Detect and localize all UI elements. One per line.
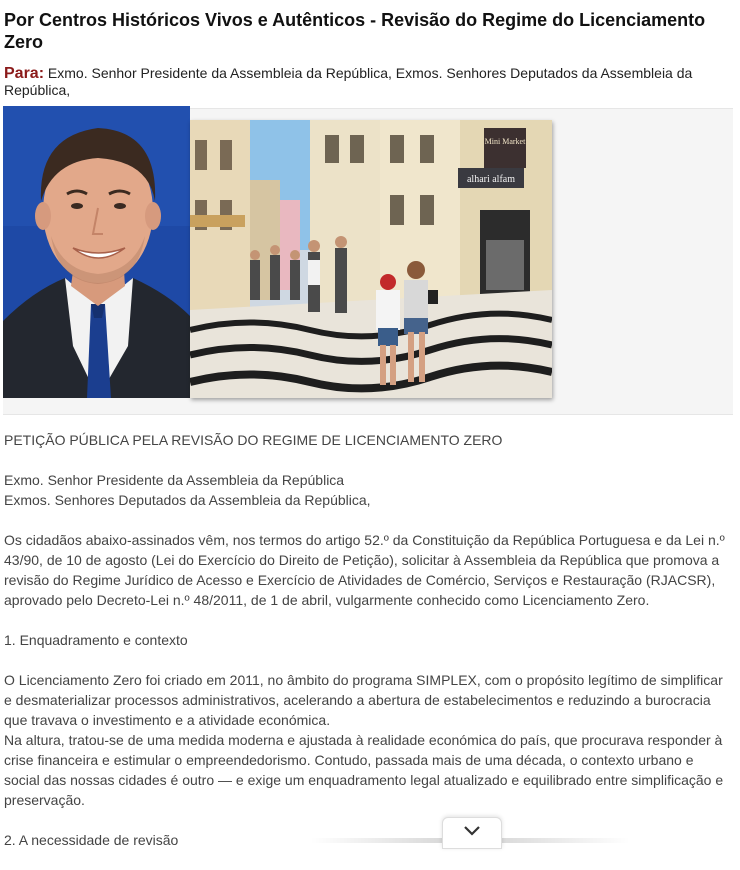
recipients-text: Exmo. Senhor Presidente da Assembleia da República, Exmos. Senhores Deputados da Assembleia da República, bbox=[4, 65, 693, 98]
recipients bbox=[4, 65, 728, 99]
salutation-line-2: Exmos. Senhores Deputados da Assembleia da República, bbox=[4, 492, 371, 508]
street-photo bbox=[190, 120, 552, 398]
intro-paragraph: Os cidadãos abaixo-assinados vêm, nos termos do artigo 52.º da Constituição da República Portuguesa e da Lei n.º 43/90, de 10 de agosto (Lei do Exercício do Direito de Petição), solicitar à Assembleia da República que promova a revisão do Regime Jurídico de Acesso e Exercício de Atividades de Comércio, Serviços e Restauração (RJACSR), aprovado pelo Decreto-Lei n.º 48/2011, de 1 de abril, vulgarmente conhecido como Licenciamento Zero. bbox=[4, 532, 725, 608]
petition-title: Por Centros Históricos Vivos e Autênticos - Revisão do Regime do Licenciamento Zero bbox=[4, 10, 706, 52]
section-1-para-b: Na altura, tratou-se de uma medida moderna e ajustada à realidade económica do país, que procurava responder à crise financeira e estimular o empreendedorismo. Contudo, passada mais de uma década, o contexto urbano e social das nossas cidades é outro — e exige um enquadramento legal atualizado e equilibrado entre simplificação e preservação. bbox=[4, 732, 724, 808]
petition-body bbox=[4, 430, 730, 870]
chevron-down-icon bbox=[463, 824, 481, 842]
section-1-text bbox=[4, 670, 730, 810]
shop-sign-alfama: alhari alfam bbox=[466, 174, 516, 185]
recipients-label: Para: bbox=[4, 65, 45, 82]
salutation bbox=[4, 470, 730, 510]
section-1-heading: 1. Enquadramento e contexto bbox=[4, 632, 188, 648]
portrait-image bbox=[3, 106, 190, 398]
body-heading: PETIÇÃO PÚBLICA PELA REVISÃO DO REGIME DE LICENCIAMENTO ZERO bbox=[4, 432, 503, 448]
section-2-heading: 2. A necessidade de revisão bbox=[4, 832, 179, 848]
shop-sign-mini: Mini Market bbox=[484, 137, 526, 146]
section-1-para-a: O Licenciamento Zero foi criado em 2011, no âmbito do programa SIMPLEX, com o propósito legítimo de simplificar e desmaterializar processos administrativos, acelerando a abertura de estabelecimentos e reduzindo a burocracia que travava o investimento e a atividade económica. bbox=[4, 672, 723, 728]
scroll-down-button[interactable] bbox=[442, 817, 502, 849]
salutation-line-1: Exmo. Senhor Presidente da Assembleia da República bbox=[4, 472, 345, 488]
